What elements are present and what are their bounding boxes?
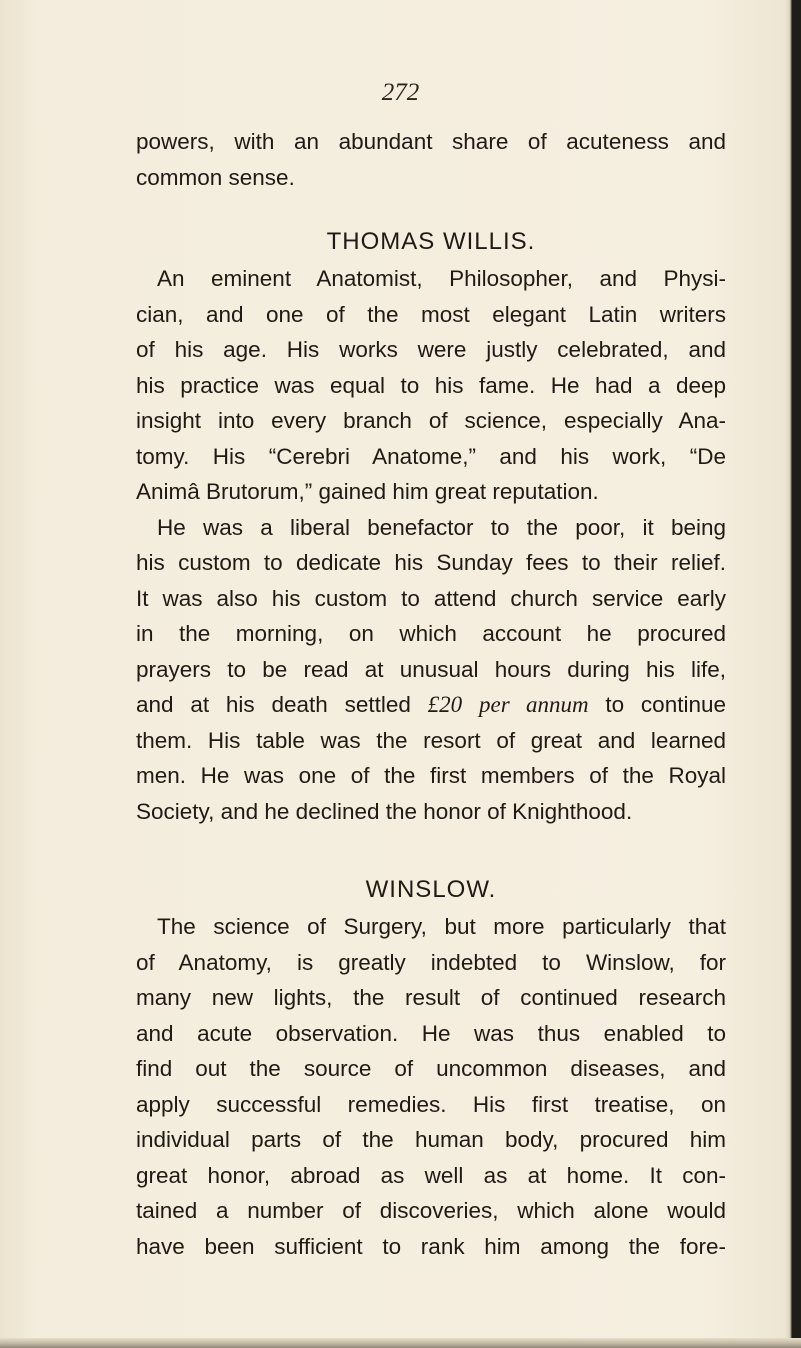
text-line: tained a number of discoveries, which alone would <box>136 1198 726 1223</box>
text-line: individual parts of the human body, procured him <box>136 1127 726 1152</box>
text-line-annuity <box>136 687 726 723</box>
annuity-after: to continue <box>588 692 726 717</box>
text-line: men. He was one of the first members of the Royal <box>136 763 726 788</box>
text-line: common sense. <box>136 164 295 190</box>
text-line: prayers to be read at unusual hours during his life, <box>136 656 726 682</box>
text-line: have been sufficient to rank him among the fore- <box>136 1233 726 1259</box>
text-line: The science of Surgery, but more particularly that <box>157 914 726 939</box>
text-line: It was also his custom to attend church service early <box>136 585 726 611</box>
page-edge-shadow <box>792 0 801 1348</box>
text-line: them. His table was the resort of great and learned <box>136 727 726 753</box>
page-number: 272 <box>381 79 420 106</box>
text-line: great honor, abroad as well as at home. It con- <box>136 1162 726 1188</box>
text-line: and acute observation. He was thus enabled to <box>136 1020 726 1046</box>
text-line: An eminent Anatomist, Philosopher, and Physi- <box>157 266 726 291</box>
text-line: find out the source of uncommon diseases, and <box>136 1056 726 1081</box>
annuity-amount: £20 <box>427 692 463 717</box>
text-line: of his age. His works were justly celebrated, and <box>136 337 726 362</box>
annuity-before: and at his death settled <box>136 692 428 717</box>
text-line: Animâ Brutorum,” gained him great reputation. <box>136 479 599 504</box>
text-line: in the morning, on which account he procured <box>136 621 726 646</box>
section-heading-willis: THOMAS WILLIS. <box>326 228 536 255</box>
text-line: tomy. His “Cerebri Anatome,” and his work, “De <box>136 443 726 469</box>
text-line: of Anatomy, is greatly indebted to Winslow, for <box>136 949 726 975</box>
text-line: his practice was equal to his fame. He had a deep <box>136 372 726 398</box>
text-line: powers, with an abundant share of acuteness and <box>136 129 726 154</box>
text-line: many new lights, the result of continued research <box>136 985 726 1010</box>
text-line: He was a liberal benefactor to the poor, it being <box>157 514 726 540</box>
text-line: Society, and he declined the honor of Knighthood. <box>136 798 633 824</box>
text-line: insight into every branch of science, especially Ana- <box>136 408 726 433</box>
text-block <box>136 124 726 1264</box>
section-heading-winslow: WINSLOW. <box>365 876 497 903</box>
text-line: apply successful remedies. His first treatise, on <box>136 1091 726 1117</box>
annuity-latin: per annum <box>478 692 589 717</box>
page-bottom-edge <box>0 1338 801 1348</box>
text-line: his custom to dedicate his Sunday fees to their relief. <box>136 550 726 575</box>
text-line: cian, and one of the most elegant Latin writers <box>136 301 726 327</box>
